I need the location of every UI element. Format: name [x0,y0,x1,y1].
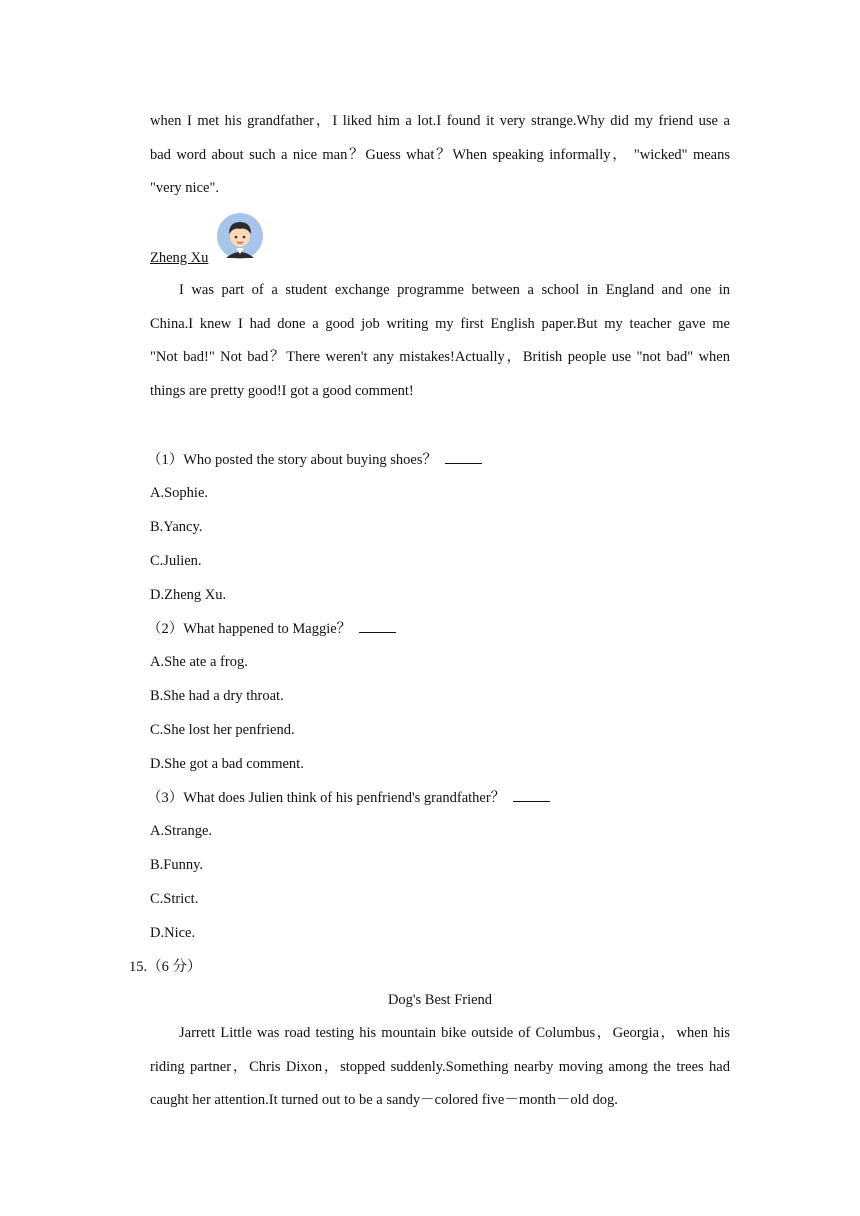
option: A.Sophie. [150,485,208,501]
text-line: things are pretty good!I got a good comment! [150,383,414,400]
text-line: when I met his grandfather，I liked him a lot.I found it very strange.Why did my friend use a [150,113,730,129]
text-line: Jarrett Little was road testing his mountain bike outside of Columbus，Georgia，when his [179,1025,730,1041]
option: A.She ate a frog. [150,654,248,670]
answer-blank [513,789,550,802]
option: D.Zheng Xu. [150,587,227,603]
option: C.She lost her penfriend. [150,722,295,738]
question-15-header: 15.（6 分） [129,959,202,975]
text-line: China.I knew I had done a good job writing my first English paper.But my teacher gave me [150,315,730,332]
dog-paragraph [150,1017,730,1118]
question-stem: （3）What does Julien think of his penfriend's grandfather？ [147,790,506,806]
answer-blank [445,451,482,464]
text-line: "very nice". [150,180,220,197]
passage-title: Dog's Best Friend [387,992,493,1008]
option: B.Funny. [150,857,204,873]
option: C.Strict. [150,891,199,907]
boy-avatar-icon [216,212,264,265]
text-line: "Not bad!" Not bad？There weren't any mistakes!Actually，British people use "not bad" when [150,349,730,366]
text-line: bad word about such a nice man？Guess what？When speaking informally， "wicked" means [150,146,730,163]
author-name: Zheng Xu [150,250,209,266]
option: D.Nice. [150,925,196,941]
author-label [150,248,208,268]
question-3 [147,788,550,808]
text-line: riding partner，Chris Dixon，stopped suddenly.Something nearby moving among the trees had [150,1058,730,1075]
option: B.Yancy. [150,519,203,535]
text-line: I was part of a student exchange programme between a school in England and one in [179,282,730,298]
zheng-paragraph [150,274,730,409]
question-stem: （2）What happened to Maggie？ [147,621,352,637]
text-line: caught her attention.It turned out to be a sandy－colored five－month－old dog. [150,1092,618,1109]
option: B.She had a dry throat. [150,688,284,704]
question-1 [147,450,482,470]
option: A.Strange. [150,823,213,839]
answer-blank [359,620,396,633]
option: C.Julien. [150,553,202,569]
question-stem: （1）Who posted the story about buying shoes？ [147,452,437,468]
question-2 [147,619,396,639]
option: D.She got a bad comment. [150,756,304,772]
julien-paragraph [150,105,730,206]
